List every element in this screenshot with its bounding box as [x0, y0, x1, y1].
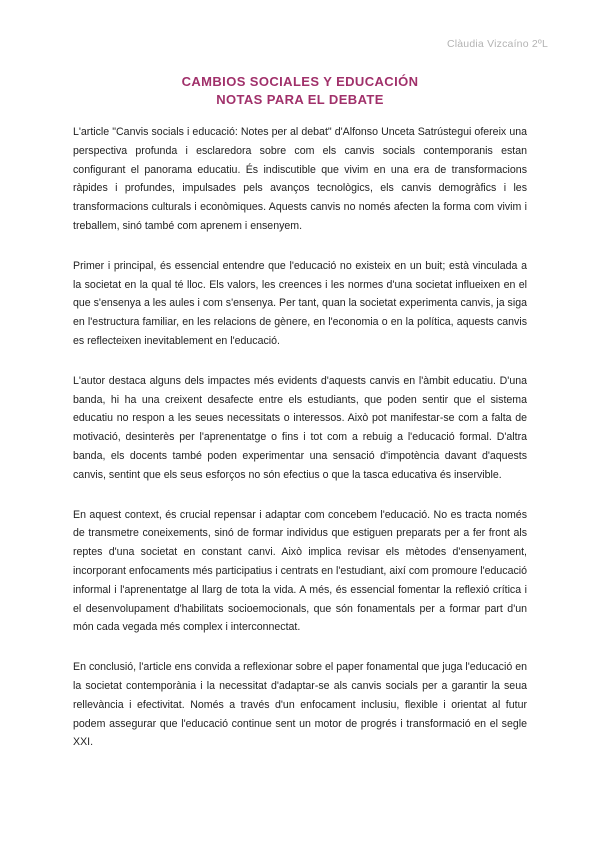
paragraph-4: En aquest context, és crucial repensar i adaptar com concebem l'educació. No es tracta només de transmetre coneixements, sinó de formar individus que estiguen preparats per a fer front als reptes d'una societat en constant canvi. Això implica revisar els mètodes d'ensenyament, incorporant enfocaments més participatius i centrats en l'estudiant, així com promoure l'educació informal i l'aprenentatge al llarg de tota la vida. A més, és essencial fomentar la reflexió crítica i el desenvolupament d'habilitats socioemocionals, que són fonamentals per a formar part d'un món cada vegada més complex i interconnectat. [73, 508, 527, 634]
paragraph-1: L'article "Canvis socials i educació: Notes per al debat" d'Alfonso Unceta Satrústegui ofereix una perspectiva profunda i esclaredora sobre com els canvis socials contemporanis estan configurant el panorama educatiu. És indiscutible que vivim en una era de transformacions ràpides i profundes, impulsades pels avanços tecnològics, els canvis demogràfics i les transformacions culturals i econòmiques. Aquests canvis no només afecten la forma com vivim i treballem, sinó també com aprenem i ensenyem. [73, 126, 527, 232]
document-body [73, 123, 527, 773]
author-header: Clàudia Vizcaíno 2ºL [446, 38, 548, 50]
paragraph-2: Primer i principal, és essencial entendre que l'educació no existeix en un buit; està vinculada a la societat en la qual té lloc. Els valors, les creences i les normes d'una societat influeixen en el que s'ensenya a les aules i com s'ensenya. Per tant, quan la societat experimenta canvis, ja siga en l'estructura familiar, en les relacions de gènere, en l'economia o en la política, aquests canvis es reflecteixen inevitablement en l'educació. [73, 259, 527, 347]
title-line-2: NOTAS PARA EL DEBATE [216, 92, 384, 107]
title-line-1: CAMBIOS SOCIALES Y EDUCACIÓN [181, 74, 419, 89]
paragraph-3: L'autor destaca alguns dels impactes més evidents d'aquests canvis en l'àmbit educatiu. D'una banda, hi ha una creixent desafecte entre els estudiants, que poden sentir que el sistema educatiu no respon a les seues necessitats o interessos. Això pot manifestar-se com a falta de motivació, desinterès per l'aprenentatge o fins i tot com a rebuig a l'educació formal. D'altra banda, els docents també poden experimentar una sensació d'impotència davant d'aquests canvis, sentint que els seus esforços no són efectius o que la tasca educativa és inservible. [73, 374, 527, 481]
paragraph-5: En conclusió, l'article ens convida a reflexionar sobre el paper fonamental que juga l'educació en la societat contemporània i la necessitat d'adaptar-se als canvis socials per a garantir la seua rellevància i efectivitat. Només a través d'un enfocament inclusiu, flexible i orientat al futur podem assegurar que l'educació continue sent un motor de progrés i transformació en el segle XXI. [73, 661, 527, 749]
page-title [0, 73, 600, 109]
